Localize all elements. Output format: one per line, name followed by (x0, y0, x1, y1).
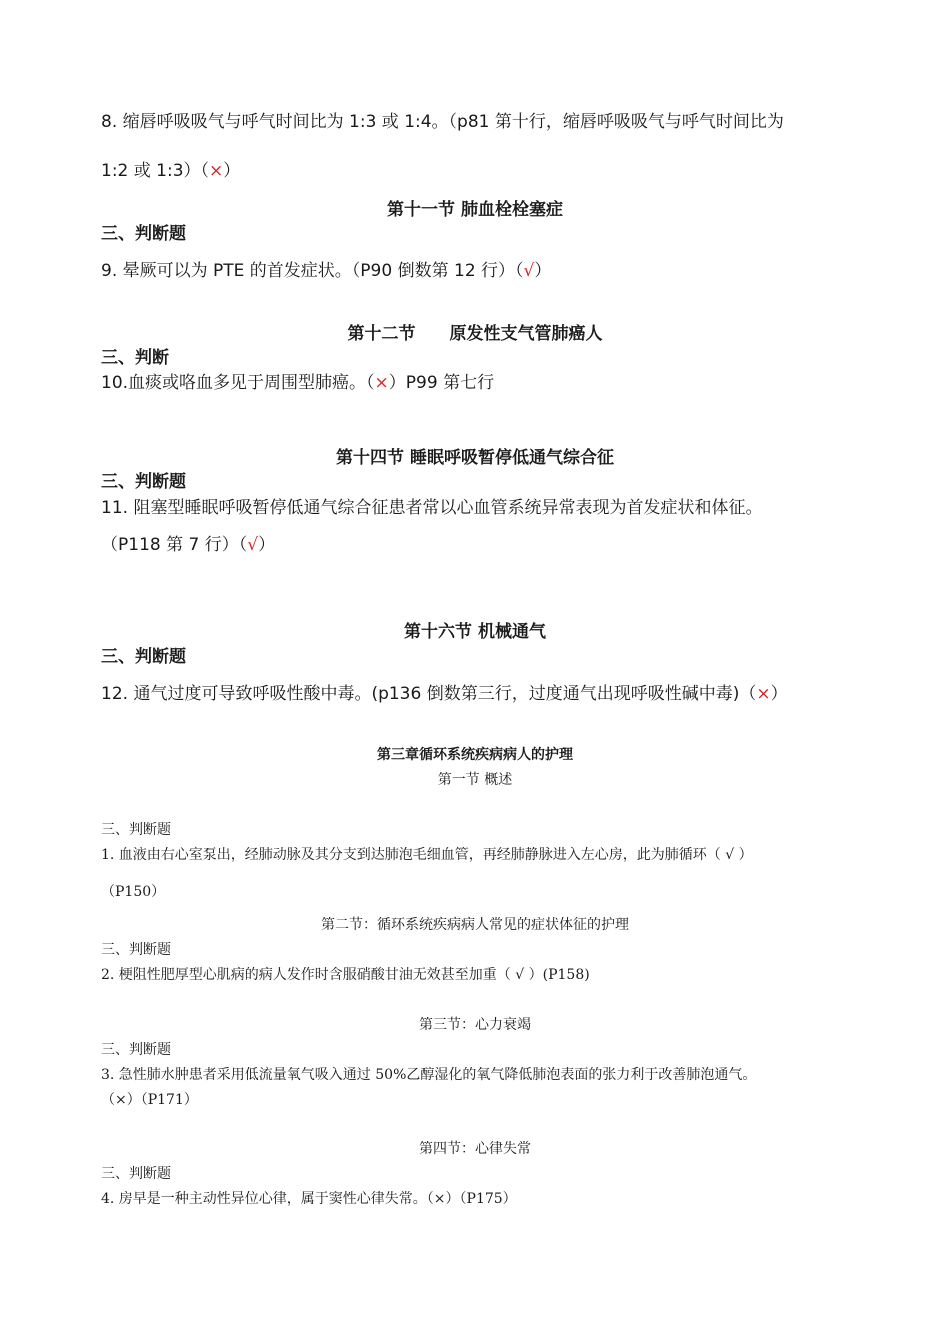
q10-line (101, 373, 494, 393)
section-title-12: 第十二节 原发性支气管肺癌人 (347, 324, 603, 344)
c1-line-cont: （P150） (101, 884, 166, 900)
section-sub-16: 三、判断题 (101, 647, 186, 667)
section-title-16: 第十六节 机械通气 (404, 622, 546, 642)
q8-text: 8. 缩唇呼吸吸气与呼气时间比为 1:3 或 1:4。（p81 第十行，缩唇呼吸吸气与呼气时间比为 (101, 112, 784, 132)
c2-text: 2. 梗阻性肥厚型心肌病的病人发作时含服硝酸甘油无效甚至加重（ √ ）(P158) (101, 967, 590, 983)
wrong-mark-icon: × (374, 373, 389, 393)
q8-line (101, 112, 784, 132)
q9-text: 9. 晕厥可以为 PTE 的首发症状。（P90 倒数第 12 行）（ (101, 261, 524, 281)
q12-close: ） (770, 684, 788, 704)
chapter-section-4: 第四节：心律失常 (419, 1141, 531, 1157)
q8-line-cont (101, 161, 240, 181)
section-sub-11: 三、判断题 (101, 224, 186, 244)
q9-close: ） (534, 261, 552, 281)
c3-text: 3. 急性肺水肿患者采用低流量氧气吸入通过 50%乙醇湿化的氧气降低肺泡表面的张力利于改善肺泡通气。 (101, 1067, 757, 1083)
chapter-sub-3: 三、判断题 (101, 1042, 171, 1058)
c3-line (101, 1067, 756, 1084)
c4-text: 4. 房早是一种主动性异位心律，属于窦性心律失常。（×）（P175） (101, 1191, 517, 1207)
c2-line (101, 967, 590, 984)
c1-line (101, 847, 753, 864)
c3-line-cont: （×）（P171） (101, 1092, 198, 1108)
chapter-section-3: 第三节：心力衰竭 (419, 1017, 531, 1033)
q8-close: ） (223, 161, 241, 181)
q8-cont: 1:2 或 1:3）（ (101, 161, 210, 181)
q11-line-cont (101, 535, 275, 555)
section-title-11: 第十一节 肺血栓栓塞症 (387, 200, 563, 220)
c4-line (101, 1191, 517, 1208)
wrong-mark-icon: × (756, 684, 771, 704)
section-title-14: 第十四节 睡眠呼吸暂停低通气综合征 (336, 448, 614, 468)
chapter-sub-4: 三、判断题 (101, 1166, 171, 1182)
q10-text: 10.血痰或咯血多见于周围型肺癌。（ (101, 373, 375, 393)
q11-close: ） (258, 535, 276, 555)
chapter-section-1: 第一节 概述 (437, 772, 513, 788)
q12-line (101, 684, 788, 704)
c1-text: 1. 血液由右心室泵出，经肺动脉及其分支到达肺泡毛细血管，再经肺静脉进入左心房，此为肺循环（ √ ） (101, 847, 753, 863)
chapter-section-2: 第二节：循环系统疾病病人常见的症状体征的护理 (321, 917, 629, 933)
q12-text: 12. 通气过度可导致呼吸性酸中毒。(p136 倒数第三行，过度通气出现呼吸性碱中毒)（ (101, 684, 757, 704)
check-mark-icon: √ (523, 261, 535, 281)
q11-text: 11. 阻塞型睡眠呼吸暂停低通气综合征患者常以心血管系统异常表现为首发症状和体征。 (101, 498, 763, 518)
chapter-sub-1: 三、判断题 (101, 822, 171, 838)
check-mark-icon: √ (247, 535, 259, 555)
chapter-sub-2: 三、判断题 (101, 942, 171, 958)
section-sub-12: 三、判断 (101, 348, 169, 368)
chapter-title: 第三章循环系统疾病病人的护理 (377, 747, 573, 763)
q11-line (101, 498, 762, 518)
wrong-mark-icon: × (209, 161, 224, 181)
q11-cont: （P118 第 7 行）（ (101, 535, 248, 555)
q10-close: ）P99 第七行 (388, 373, 495, 393)
q9-line (101, 261, 551, 281)
section-sub-14: 三、判断题 (101, 472, 186, 492)
